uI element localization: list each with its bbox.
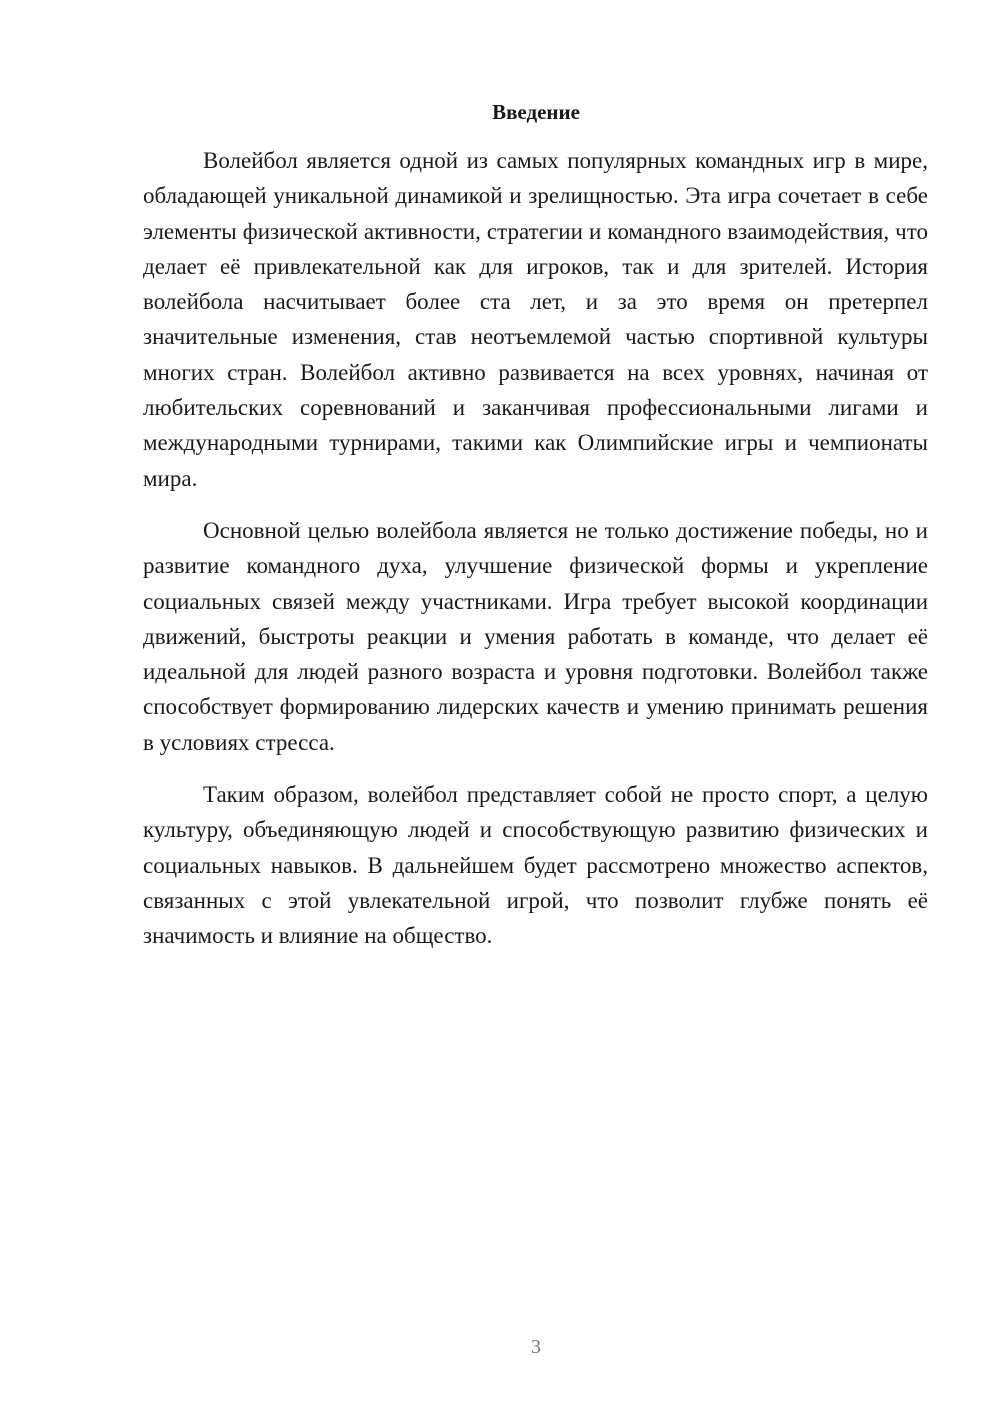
section-title: Введение — [492, 100, 580, 124]
paragraph-1: Волейбол является одной из самых популярных командных игр в мире, обладающей уникальной динамикой и зрелищностью. Эта игра сочетает в себе элементы физической активности, стратегии и командного взаимодействия, что делает её привлекательной как для игроков, так и для зрителей. История волейбола насчитывает более ста лет, и за это время он претерпел значительные изменения, став неотъемлемой частью спортивной культуры многих стран. Волейбол активно развивается на всех уровнях, начиная от любительских соревнований и заканчивая профессиональными лигами и международными турнирами, такими как Олимпийские игры и чемпионаты мира. — [143, 148, 928, 491]
paragraph-3: Таким образом, волейбол представляет собой не просто спорт, а целую культуру, объединяющую людей и способствующую развитию физических и социальных навыков. В дальнейшем будет рассмотрено множество аспектов, связанных с этой увлекательной игрой, что позволит глубже понять её значимость и влияние на общество. — [143, 782, 928, 949]
page-number: 3 — [531, 1336, 541, 1358]
body-text — [143, 143, 928, 954]
paragraph-2: Основной целью волейбола является не только достижение победы, но и развитие командного духа, улучшение физической формы и укрепление социальных связей между участниками. Игра требует высокой координации движений, быстроты реакции и умения работать в команде, что делает её идеальной для людей разного возраста и уровня подготовки. Волейбол также способствует формированию лидерских качеств и умению принимать решения в условиях стресса. — [143, 517, 928, 755]
